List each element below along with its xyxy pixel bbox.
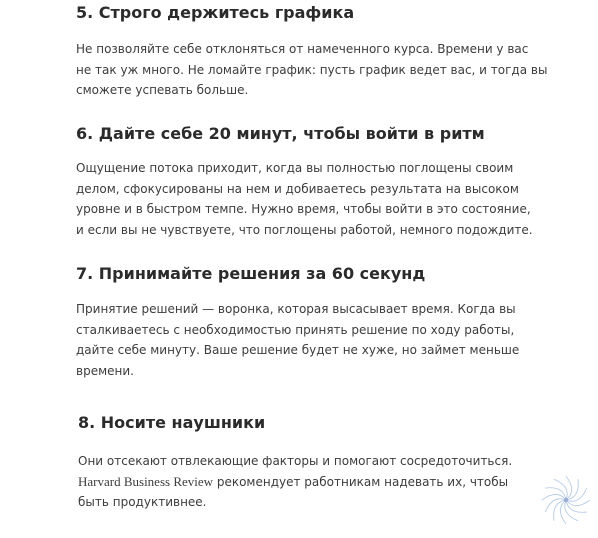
paragraph-line: дайте себе минуту. Ваше решение будет не хуже, но займет меньше — [76, 343, 520, 357]
paragraph-line: не так уж много. Не ломайте график: пусть график ведет вас, и тогда вы — [76, 62, 548, 77]
spiral-petal — [545, 488, 566, 500]
section-8-heading: 8. Носите наушники — [78, 413, 266, 432]
paragraph-line: быть продуктивнее. — [78, 495, 207, 509]
paragraph-line: сможете успевать больше. — [76, 83, 249, 97]
spiral-petal — [554, 500, 566, 521]
spiral-petal — [566, 479, 578, 500]
paragraph-line: Принятие решений — воронка, которая высасывает время. Когда вы — [76, 302, 516, 316]
paragraph-line-rest: рекомендует работникам надевать их, чтобы — [213, 474, 509, 489]
paragraph-line: Ощущение потока приходит, когда вы полностью поглощены своим — [76, 161, 514, 175]
section-6-heading: 6. Дайте себе 20 минут, чтобы войти в ритм — [76, 124, 485, 143]
paragraph-line: и если вы не чувствуете, что поглощены работой, немного подождите. — [76, 222, 533, 237]
paragraph-line: времени. — [76, 363, 134, 378]
section-8-paragraph — [78, 451, 548, 513]
paragraph-line: уровне и в быстром темпе. Нужно время, чтобы войти в это состояние, — [76, 202, 531, 216]
section-6-paragraph — [76, 158, 546, 240]
section-7-paragraph — [76, 299, 546, 381]
paragraph-line — [78, 472, 548, 493]
section-5-heading: 5. Строго держитесь графика — [76, 3, 355, 22]
spiral-petal — [566, 500, 587, 512]
section-5-paragraph — [76, 39, 546, 101]
paragraph-line: делом, сфокусированы на нем и добиваетесь результата на высоком — [76, 181, 519, 196]
paragraph-line: Не позволяйте себе отклоняться от намеченного курса. Времени у вас — [76, 42, 529, 56]
paragraph-line: сталкиваетесь с необходимостью принять решение по ходу работы, — [76, 322, 515, 337]
spiral-flower-icon — [538, 472, 594, 528]
paragraph-line: Они отсекают отвлекающие факторы и помогают сосредоточиться. — [78, 454, 513, 468]
section-7-heading: 7. Принимайте решения за 60 секунд — [76, 264, 426, 283]
publication-name: Harvard Business Review — [78, 473, 214, 489]
